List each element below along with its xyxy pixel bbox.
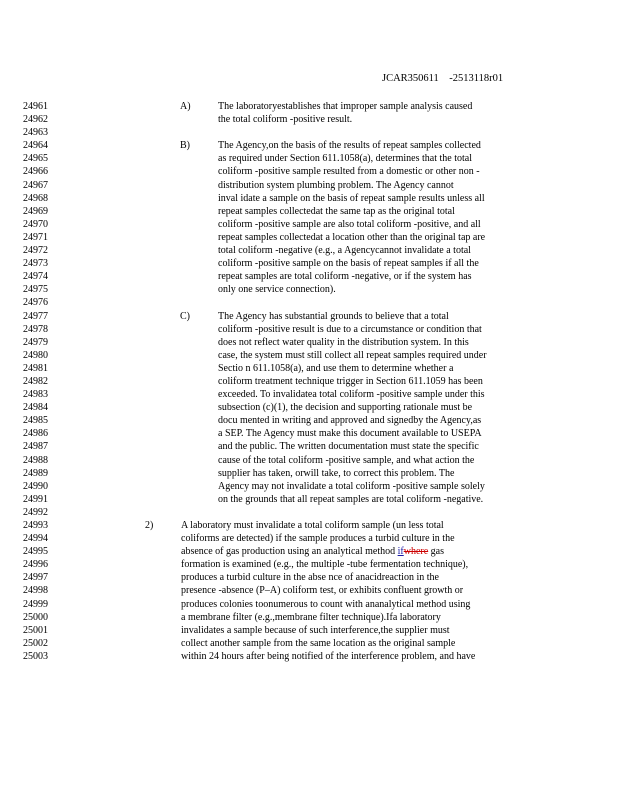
- line-text: produces a turbid culture in the abse nce of anacidreaction in the: [181, 572, 439, 584]
- line-text: presence -absence (P–A) coliform test, or exhibits confluent growth or: [181, 585, 464, 597]
- line-number: 24991: [23, 493, 48, 505]
- text-line: [0, 231, 618, 244]
- text-line: [0, 179, 618, 192]
- deleted-text: where: [403, 546, 429, 558]
- line-text: and the public. The written documentation must state the specific: [218, 441, 479, 453]
- line-text: repeat samples collectedat the same tap as the original total: [218, 205, 455, 217]
- text-line: [0, 611, 618, 624]
- text-line: [0, 506, 618, 519]
- line-number: 24988: [23, 454, 48, 466]
- line-text: coliform -positive result is due to a circumstance or condition that: [218, 323, 482, 335]
- line-text: within 24 hours after being notified of the interference problem, and have: [181, 650, 476, 662]
- text-line: [0, 218, 618, 231]
- line-number: 24987: [23, 441, 48, 453]
- line-number: 25000: [23, 611, 48, 623]
- text-line: [0, 310, 618, 323]
- line-text: The laboratoryestablishes that improper sample analysis caused: [218, 101, 473, 112]
- line-number: 24976: [23, 297, 48, 309]
- item-label: B): [180, 140, 190, 152]
- line-number: 24975: [23, 284, 48, 296]
- line-number: 24980: [23, 349, 48, 361]
- line-text: repeat samples are total coliform -negative, or if the system has: [218, 271, 472, 283]
- document-body: [0, 100, 618, 663]
- line-text: the total coliform -positive result.: [218, 114, 353, 126]
- line-number: 24978: [23, 323, 48, 335]
- line-number: 24984: [23, 402, 48, 414]
- text-line: [0, 100, 618, 113]
- line-number: 24964: [23, 140, 48, 152]
- document-revision: -2513118r01: [449, 73, 504, 84]
- inserted-text: if: [397, 546, 404, 558]
- line-number: 24979: [23, 336, 48, 348]
- text-line: [0, 283, 618, 296]
- text-line: [0, 257, 618, 270]
- line-number: 24994: [23, 533, 48, 545]
- text-line: [0, 349, 618, 362]
- text-line: [0, 113, 618, 126]
- line-number: 24974: [23, 271, 48, 283]
- line-text: case, the system must still collect all repeat samples required under: [218, 349, 487, 361]
- text-line: [0, 414, 618, 427]
- text-line: [0, 532, 618, 545]
- text-line: [0, 545, 618, 558]
- line-number: 24995: [23, 546, 48, 558]
- line-text: a SEP. The Agency must make this document available to USEPA: [218, 428, 482, 440]
- line-text: cause of the total coliform -positive sample, and what action the: [218, 454, 475, 466]
- text-line: [0, 480, 618, 493]
- line-number: 24981: [23, 362, 48, 374]
- text-line: [0, 244, 618, 257]
- line-number: 24996: [23, 559, 48, 571]
- item-label: C): [180, 310, 190, 322]
- line-text: coliform treatment technique trigger in Section 611.1059 has been: [218, 375, 483, 387]
- line-text: The Agency,on the basis of the results of repeat samples collected: [218, 140, 481, 152]
- line-number: 25003: [23, 650, 48, 662]
- line-number: 24985: [23, 415, 48, 427]
- line-text: coliform -positive sample resulted from a domestic or other non -: [218, 166, 480, 178]
- line-text: total coliform -negative (e.g., a Agencycannot invalidate a total: [218, 245, 471, 257]
- text-line: [0, 165, 618, 178]
- line-text: formation is examined (e.g., the multiple -tube fermentation technique),: [181, 559, 469, 571]
- text-line: [0, 192, 618, 205]
- text-line: [0, 440, 618, 453]
- line-text: coliform -positive sample on the basis of repeat samples if all the: [218, 258, 479, 270]
- line-text: on the grounds that all repeat samples are total coliform -negative.: [218, 493, 484, 505]
- text-line: [0, 584, 618, 597]
- line-text: Sectio n 611.1058(a), and use them to determine whether a: [218, 362, 454, 374]
- line-number: 24969: [23, 205, 48, 217]
- text-line: [0, 388, 618, 401]
- text-line: [0, 493, 618, 506]
- line-number: 24966: [23, 166, 48, 178]
- line-text: distribution system plumbing problem. The Agency cannot: [218, 179, 454, 191]
- line-text-before: absence of gas production using an analytical method: [181, 546, 398, 558]
- text-line: [0, 270, 618, 283]
- text-line: [0, 427, 618, 440]
- line-number: 24970: [23, 218, 48, 230]
- line-text: docu mented in writing and approved and signedby the Agency,as: [218, 415, 482, 427]
- line-number: 24961: [23, 101, 48, 112]
- text-line: [0, 519, 618, 532]
- line-text: as required under Section 611.1058(a), determines that the total: [218, 153, 472, 165]
- line-text: supplier has taken, orwill take, to correct this problem. The: [218, 467, 455, 479]
- line-number: 24982: [23, 375, 48, 387]
- line-number: 24999: [23, 598, 48, 610]
- text-line: [0, 205, 618, 218]
- text-line: [0, 362, 618, 375]
- line-text: only one service connection).: [218, 284, 336, 296]
- line-text: coliforms are detected) if the sample produces a turbid culture in the: [181, 533, 455, 545]
- line-number: 24968: [23, 192, 48, 204]
- line-text: [181, 545, 444, 558]
- text-line: [0, 126, 618, 139]
- line-number: 24972: [23, 245, 48, 257]
- text-line: [0, 650, 618, 663]
- line-number: 24990: [23, 480, 48, 492]
- line-number: 24983: [23, 389, 48, 401]
- line-text: invalidates a sample because of such interference,the supplier must: [181, 624, 450, 636]
- document-id: JCAR350611: [382, 73, 439, 84]
- text-line: [0, 375, 618, 388]
- line-text: coliform -positive sample are also total coliform -positive, and all: [218, 218, 481, 230]
- line-number: 25001: [23, 624, 48, 636]
- text-line: [0, 454, 618, 467]
- text-line: [0, 296, 618, 309]
- line-text: collect another sample from the same location as the original sample: [181, 637, 456, 649]
- text-line: [0, 624, 618, 637]
- line-number: 24967: [23, 179, 48, 191]
- line-text: produces colonies toonumerous to count with ananalytical method using: [181, 598, 471, 610]
- line-number: 24998: [23, 585, 48, 597]
- line-text: does not reflect water quality in the distribution system. In this: [218, 336, 469, 348]
- line-number: 24962: [23, 114, 48, 126]
- line-text: inval idate a sample on the basis of repeat sample results unless all: [218, 192, 485, 204]
- line-number: 24993: [23, 520, 48, 531]
- text-line: [0, 139, 618, 152]
- item-label: A): [180, 101, 191, 112]
- line-text: subsection (c)(1), the decision and supporting rationale must be: [218, 402, 473, 414]
- item-label: 2): [145, 520, 154, 531]
- line-text-after: gas: [428, 546, 444, 558]
- line-number: 24971: [23, 231, 48, 243]
- line-text: A laboratory must invalidate a total coliform sample (un less total: [181, 520, 444, 531]
- text-line: [0, 323, 618, 336]
- document-header: [382, 73, 503, 84]
- text-line: [0, 571, 618, 584]
- line-number: 24989: [23, 467, 48, 479]
- line-number: 24963: [23, 127, 48, 139]
- line-number: 24965: [23, 153, 48, 165]
- line-text: repeat samples collectedat a location other than the original tap are: [218, 231, 486, 243]
- line-text: Agency may not invalidate a total coliform -positive sample solely: [218, 480, 485, 492]
- line-number: 25002: [23, 637, 48, 649]
- line-number: 24986: [23, 428, 48, 440]
- line-text: a membrane filter (e.g.,membrane filter technique).Ifa laboratory: [181, 611, 441, 623]
- text-line: [0, 558, 618, 571]
- text-line: [0, 401, 618, 414]
- text-line: [0, 467, 618, 480]
- line-text: exceeded. To invalidatea total coliform -positive sample under this: [218, 389, 485, 401]
- text-line: [0, 152, 618, 165]
- line-number: 24992: [23, 506, 48, 518]
- text-line: [0, 637, 618, 650]
- line-number: 24977: [23, 310, 48, 322]
- line-number: 24973: [23, 258, 48, 270]
- text-line: [0, 598, 618, 611]
- line-number: 24997: [23, 572, 48, 584]
- text-line: [0, 336, 618, 349]
- line-text: The Agency has substantial grounds to believe that a total: [218, 310, 449, 322]
